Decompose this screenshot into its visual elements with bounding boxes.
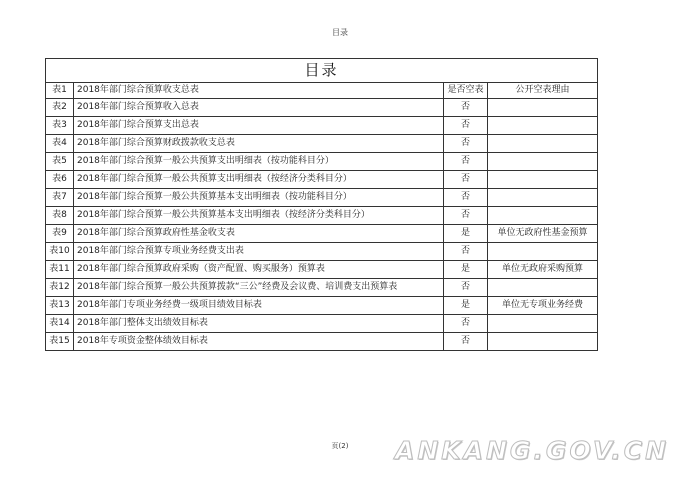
table-number: 表3 [46,117,74,135]
table-row [46,207,598,225]
table-number: 表12 [46,279,74,297]
is-empty-value: 否 [444,243,488,261]
table-name: 2018年部门专项业务经费一级项目绩效目标表 [74,297,444,315]
page-header: 目录 [332,28,348,37]
is-empty-value: 否 [444,315,488,333]
is-empty-value: 否 [444,117,488,135]
table-number: 表1 [46,83,74,99]
is-empty-value: 否 [444,171,488,189]
is-empty-value: 否 [444,99,488,117]
table-row [46,189,598,207]
table-name: 2018年部门综合预算财政拨款收支总表 [74,135,444,153]
column-header-is-empty: 是否空表 [444,83,488,99]
table-name: 2018年部门综合预算收支总表 [74,83,444,99]
table-row [46,135,598,153]
empty-reason [488,99,598,117]
is-empty-value: 否 [444,207,488,225]
table-row [46,83,598,99]
table-name: 2018年部门综合预算一般公共预算基本支出明细表（按功能科目分） [74,189,444,207]
column-header-reason: 公开空表理由 [488,83,598,99]
table-number: 表5 [46,153,74,171]
table-name: 2018年部门综合预算政府采购（资产配置、购买服务）预算表 [74,261,444,279]
empty-reason [488,189,598,207]
table-number: 表7 [46,189,74,207]
empty-reason [488,117,598,135]
table-number: 表6 [46,171,74,189]
site-watermark: ANKANG.GOV.CN [395,436,670,465]
table-row [46,117,598,135]
table-name: 2018年部门整体支出绩效目标表 [74,315,444,333]
empty-reason [488,333,598,351]
table-row [46,261,598,279]
table-number: 表13 [46,297,74,315]
table-name: 2018年部门综合预算专项业务经费支出表 [74,243,444,261]
table-row [46,315,598,333]
table-title: 目录 [46,59,598,83]
empty-reason [488,153,598,171]
is-empty-value: 否 [444,333,488,351]
is-empty-value: 是 [444,225,488,243]
table-name: 2018年部门综合预算支出总表 [74,117,444,135]
is-empty-value: 否 [444,189,488,207]
page-number: 页(2) [331,442,349,450]
empty-reason [488,315,598,333]
empty-reason [488,243,598,261]
empty-reason: 单位无政府采购预算 [488,261,598,279]
table-number: 表14 [46,315,74,333]
table-row [46,279,598,297]
empty-reason [488,279,598,297]
empty-reason [488,171,598,189]
empty-reason [488,207,598,225]
table-number: 表4 [46,135,74,153]
table-number: 表9 [46,225,74,243]
is-empty-value: 是 [444,261,488,279]
table-name: 2018年部门综合预算收入总表 [74,99,444,117]
empty-reason [488,135,598,153]
table-number: 表2 [46,99,74,117]
table-number: 表15 [46,333,74,351]
table-row [46,171,598,189]
table-row [46,153,598,171]
table-name: 2018年部门综合预算一般公共预算支出明细表（按经济分类科目分） [74,171,444,189]
table-row [46,99,598,117]
table-name: 2018年部门综合预算一般公共预算基本支出明细表（按经济分类科目分） [74,207,444,225]
catalog-table [45,58,598,351]
table-row [46,243,598,261]
is-empty-value: 否 [444,279,488,297]
table-number: 表10 [46,243,74,261]
table-name: 2018年专项资金整体绩效目标表 [74,333,444,351]
table-row [46,225,598,243]
table-row [46,297,598,315]
table-number: 表8 [46,207,74,225]
is-empty-value: 否 [444,135,488,153]
table-number: 表11 [46,261,74,279]
empty-reason: 单位无专项业务经费 [488,297,598,315]
table-title-row [46,59,598,83]
table-name: 2018年部门综合预算一般公共预算支出明细表（按功能科目分） [74,153,444,171]
table-name: 2018年部门综合预算政府性基金收支表 [74,225,444,243]
is-empty-value: 否 [444,153,488,171]
is-empty-value: 是 [444,297,488,315]
table-row [46,333,598,351]
table-name: 2018年部门综合预算一般公共预算拨款“三公”经费及会议费、培训费支出预算表 [74,279,444,297]
empty-reason: 单位无政府性基金预算 [488,225,598,243]
